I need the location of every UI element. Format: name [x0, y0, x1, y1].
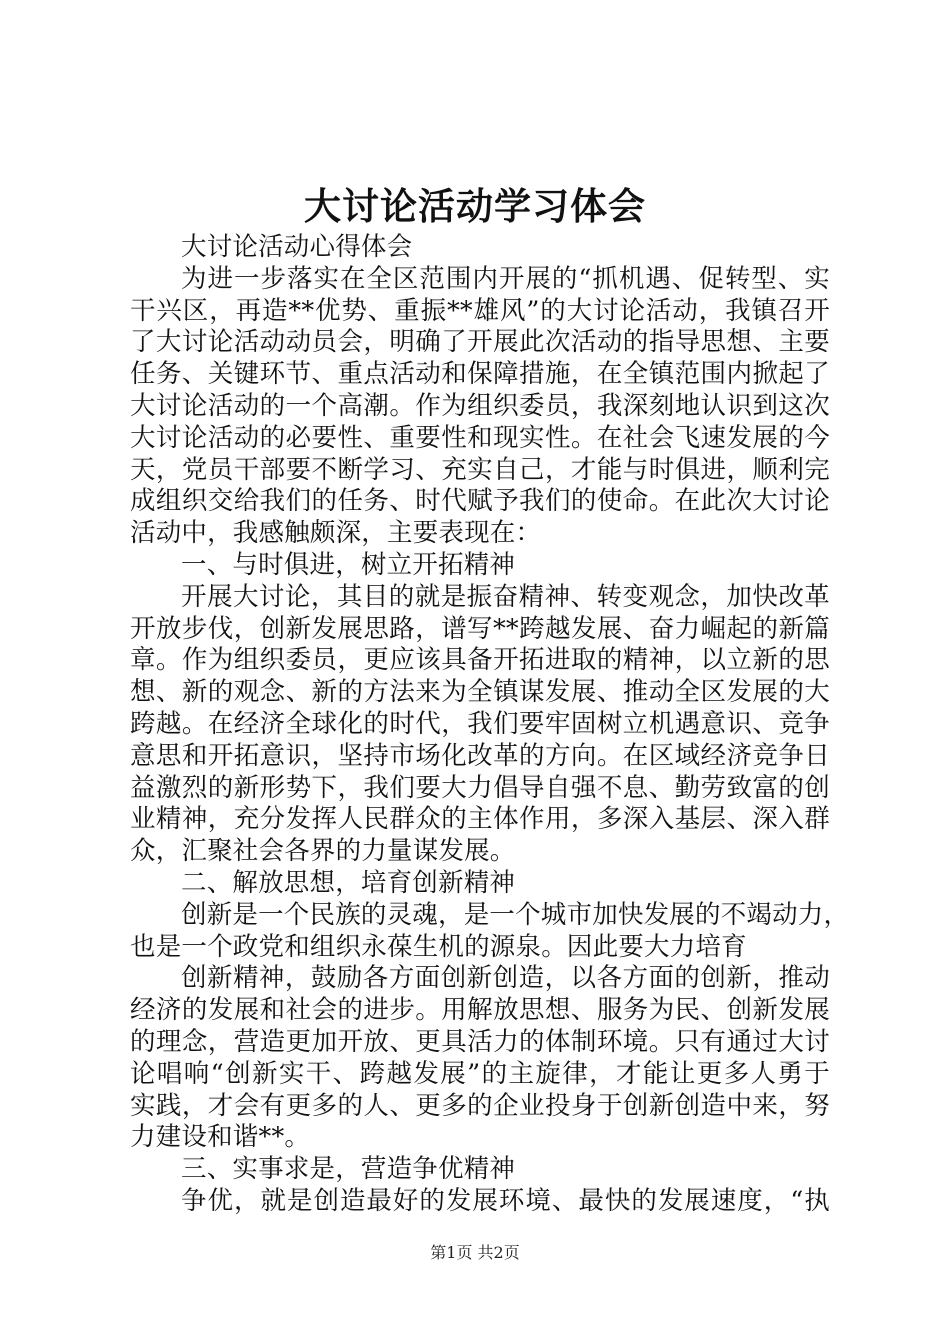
body-line: 业精神，充分发挥人民群众的主体作用，多深入基层、深入群	[130, 804, 830, 835]
body-line: 创新精神，鼓励各方面创新创造，以各方面的创新，推动	[181, 963, 830, 994]
body-line: 干兴区，再造**优势、重振**雄风”的大讨论活动，我镇召开	[130, 295, 830, 326]
body-line: 三、实事求是，营造争优精神	[181, 1154, 516, 1185]
body-line: 章。作为组织委员，更应该具备开拓进取的精神，以立新的思	[130, 645, 830, 676]
body-line: 也是一个政党和组织永葆生机的源泉。因此要大力培育	[130, 931, 747, 962]
body-line: 的理念，营造更加开放、更具活力的体制环境。只有通过大讨	[130, 1026, 830, 1057]
body-line: 大讨论活动的一个高潮。作为组织委员，我深刻地认识到这次	[130, 390, 830, 421]
body-line: 成组织交给我们的任务、时代赋予我们的使命。在此次大讨论	[130, 486, 830, 517]
body-line: 开放步伐，创新发展思路，谱写**跨越发展、奋力崛起的新篇	[130, 613, 830, 644]
body-line: 任务、关键环节、重点活动和保障措施，在全镇范围内掀起了	[130, 359, 830, 390]
body-line: 活动中，我感触颇深，主要表现在：	[130, 518, 542, 549]
body-line: 争优，就是创造最好的发展环境、最快的发展速度，“执	[181, 1185, 830, 1216]
body-line: 力建设和谐**。	[130, 1122, 311, 1153]
body-line: 意思和开拓意识，坚持市场化改革的方向。在区域经济竞争日	[130, 740, 830, 771]
body-line: 创新是一个民族的灵魂，是一个城市加快发展的不竭动力，	[181, 899, 850, 930]
body-line: 为进一步落实在全区范围内开展的“抓机遇、促转型、实	[181, 263, 830, 294]
body-line: 经济的发展和社会的进步。用解放思想、服务为民、创新发展	[130, 995, 830, 1026]
document-title: 大讨论活动学习体会	[304, 184, 646, 228]
body-line: 想、新的观念、新的方法来为全镇谋发展、推动全区发展的大	[130, 677, 830, 708]
body-line: 众，汇聚社会各界的力量谋发展。	[130, 836, 516, 867]
body-line: 二、解放思想，培育创新精神	[181, 867, 516, 898]
document-body	[130, 232, 850, 1218]
body-line: 天，党员干部要不断学习、充实自己，才能与时俱进，顺利完	[130, 454, 830, 485]
body-line: 益激烈的新形势下，我们要大力倡导自强不息、勤劳致富的创	[130, 772, 830, 803]
body-line: 开展大讨论，其目的就是振奋精神、转变观念，加快改革	[181, 581, 830, 612]
page-number-footer: 第1页 共2页	[430, 1243, 520, 1262]
body-line: 论唱响“创新实干、跨越发展”的主旋律，才能让更多人勇于	[130, 1058, 830, 1089]
body-line: 了大讨论活动动员会，明确了开展此次活动的指导思想、主要	[130, 327, 830, 358]
body-line: 大讨论活动心得体会	[181, 232, 413, 262]
body-line: 跨越。在经济全球化的时代，我们要牢固树立机遇意识、竞争	[130, 708, 830, 739]
body-line: 一、与时俱进，树立开拓精神	[181, 549, 516, 580]
body-line: 大讨论活动的必要性、重要性和现实性。在社会飞速发展的今	[130, 422, 830, 453]
body-line: 实践，才会有更多的人、更多的企业投身于创新创造中来，努	[130, 1090, 830, 1121]
